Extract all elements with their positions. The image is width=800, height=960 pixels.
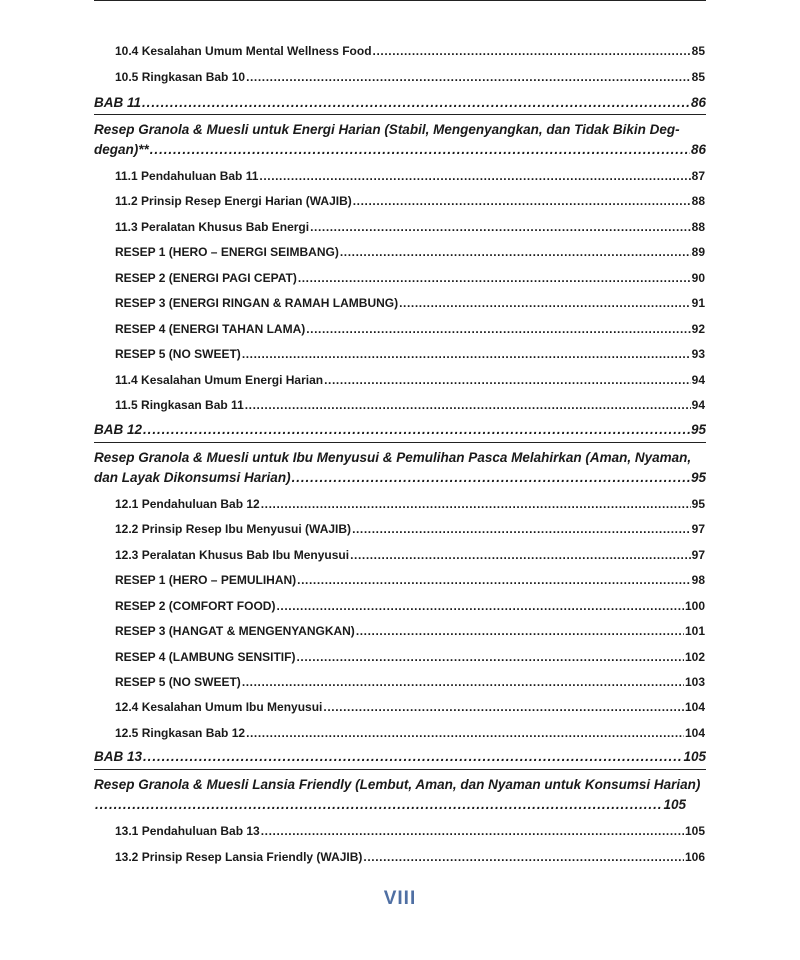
toc-entry-title: RESEP 5 (NO SWEET) [115,347,241,361]
toc-page-number: 97 [691,548,705,562]
dot-leader [323,700,684,714]
toc-page-number: 105 [683,749,706,764]
dot-leader [259,169,690,183]
dot-leader [296,650,684,664]
toc-entry-title: RESEP 2 (COMFORT FOOD) [115,599,276,613]
dot-leader [292,470,690,485]
toc-entry-title: RESEP 5 (NO SWEET) [115,675,241,689]
toc-page-number: 105 [684,824,705,838]
toc-entry-title: 12.4 Kesalahan Umum Ibu Menyusui [115,700,323,714]
toc-page-number: 90 [691,271,705,285]
toc-entry-title: 10.5 Ringkasan Bab 10 [115,70,246,84]
dot-leader [363,850,684,864]
toc-page-number: 105 [663,797,686,812]
dot-leader [340,245,691,259]
toc-page-number: 94 [691,398,705,412]
dot-leader [95,797,662,812]
dot-leader [356,624,684,638]
toc-entry-title: 11.2 Prinsip Resep Energi Harian (WAJIB) [115,194,352,208]
toc-page-number: 94 [691,373,705,387]
toc-entry-title: 11.5 Ringkasan Bab 11 [115,398,244,412]
dot-leader [261,497,691,511]
toc-page-number: 98 [691,573,705,587]
toc-page-number: 87 [691,169,705,183]
toc-entry-title: RESEP 1 (HERO – PEMULIHAN) [115,573,297,587]
toc-page-number: 104 [684,726,705,740]
toc-page-number: 86 [690,95,706,110]
toc-entry-title: RESEP 1 (HERO – ENERGI SEIMBANG) [115,245,339,259]
dot-leader [350,548,691,562]
toc-entry-title: 12.3 Peralatan Khusus Bab Ibu Menyusui [115,548,350,562]
toc-entry-title: 11.1 Pendahuluan Bab 11 [115,169,259,183]
dot-leader [310,220,691,234]
toc-page-number: 101 [684,624,705,638]
toc-page-number: 93 [691,347,705,361]
toc-page-number: 91 [691,296,705,310]
toc-page-number: 89 [691,245,705,259]
dot-leader [242,675,684,689]
dot-leader [245,398,691,412]
dot-leader [150,142,690,157]
dot-leader [246,70,691,84]
toc-entry-title: 10.4 Kesalahan Umum Mental Wellness Food [115,44,372,58]
toc-entry-title: 12.1 Pendahuluan Bab 12 [115,497,260,511]
toc-entry-title: 11.3 Peralatan Khusus Bab Energi [115,220,310,234]
toc-page-number: 92 [691,322,705,336]
dot-leader [276,599,684,613]
toc-page-number: 85 [691,44,705,58]
dot-leader [324,373,691,387]
page-number-footer: VIII [383,888,417,909]
toc-page-number: 97 [691,522,705,536]
toc-page-number: 86 [690,142,706,157]
dot-leader [373,44,691,58]
toc-page-number: 88 [691,220,705,234]
chapter-underline [94,442,706,443]
toc-page-number: 102 [684,650,705,664]
toc-title-line: Resep Granola & Muesli untuk Energi Harian (Stabil, Mengenyangkan, dan Tidak Bikin Deg- [94,122,680,137]
toc-entry-title: 13.2 Prinsip Resep Lansia Friendly (WAJIB) [115,850,363,864]
dot-leader [298,271,691,285]
toc-chapter-title: BAB 13 [94,749,143,764]
dot-leader [142,95,690,110]
toc-page-number: 95 [691,497,705,511]
toc-page-number: 95 [690,422,706,437]
toc-chapter-title: BAB 12 [94,422,143,437]
toc-page-number: 88 [691,194,705,208]
toc-entry-title: RESEP 4 (LAMBUNG SENSITIF) [115,650,296,664]
toc-title-line: Resep Granola & Muesli Lansia Friendly (Lembut, Aman, dan Nyaman untuk Konsumsi Harian) [94,777,701,792]
toc-entry-title: RESEP 3 (HANGAT & MENGENYANGKAN) [115,624,355,638]
toc-entry-title: 13.1 Pendahuluan Bab 13 [115,824,260,838]
toc-entry-title: RESEP 3 (ENERGI RINGAN & RAMAH LAMBUNG) [115,296,399,310]
chapter-underline [94,769,706,770]
toc-title-line: degan)** [94,142,149,157]
chapter-underline [94,114,706,115]
toc-entry-title: 12.5 Ringkasan Bab 12 [115,726,246,740]
dot-leader [261,824,684,838]
dot-leader [352,522,691,536]
toc-title-line: dan Layak Dikonsumsi Harian) [94,470,291,485]
toc-entry-title: 11.4 Kesalahan Umum Energi Harian [115,373,324,387]
toc-page-number: 103 [684,675,705,689]
toc-chapter-title: BAB 11 [94,95,142,110]
dot-leader [143,422,690,437]
toc-page-number: 100 [684,599,705,613]
toc-page-number: 104 [684,700,705,714]
toc-entry-title: RESEP 4 (ENERGI TAHAN LAMA) [115,322,306,336]
toc-page-number: 95 [690,470,706,485]
dot-leader [353,194,691,208]
dot-leader [242,347,691,361]
toc-page-number: 106 [684,850,705,864]
toc-page-number: 85 [691,70,705,84]
dot-leader [143,749,682,764]
toc-entry-title: RESEP 2 (ENERGI PAGI CEPAT) [115,271,297,285]
dot-leader [306,322,690,336]
toc-entry-title: 12.2 Prinsip Resep Ibu Menyusui (WAJIB) [115,522,352,536]
toc-title-line: Resep Granola & Muesli untuk Ibu Menyusui & Pemulihan Pasca Melahirkan (Aman, Nyaman, [94,450,692,465]
dot-leader [399,296,691,310]
dot-leader [246,726,684,740]
dot-leader [297,573,690,587]
